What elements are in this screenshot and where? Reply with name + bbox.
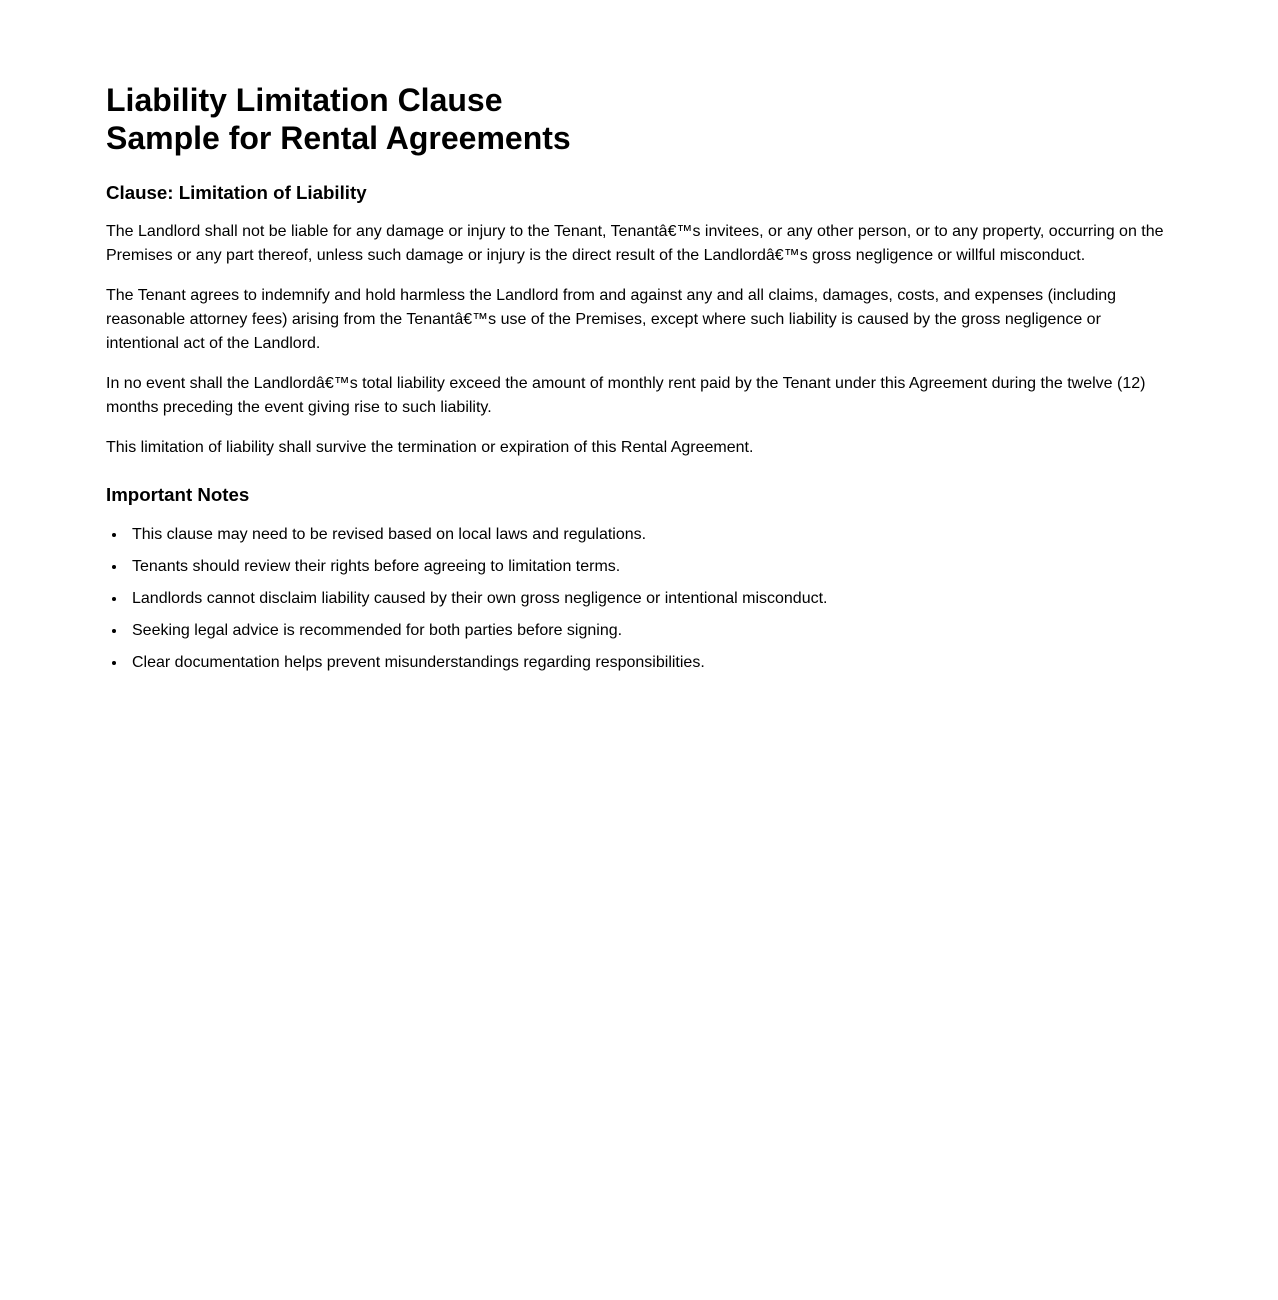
- clause-section-heading: Clause: Limitation of Liability: [106, 181, 367, 203]
- notes-section-heading: Important Notes: [106, 484, 250, 506]
- note-item-3: • Landlords cannot disclaim liability caused by their own gross negligence or intentional misconduct.: [127, 587, 1172, 611]
- notes-list: [106, 523, 1172, 675]
- document-title: [106, 81, 1172, 158]
- note-item-2: • Tenants should review their rights before agreeing to limitation terms.: [127, 555, 1172, 579]
- clause-paragraph-3: In no event shall the Landlordâ€™s total liability exceed the amount of monthly rent paid by the Tenant under this Agreement during the twelve (12) months preceding the event giving rise to such liability.: [106, 375, 1146, 417]
- note-item-4: • Seeking legal advice is recommended for both parties before signing.: [127, 619, 1172, 643]
- note-item-1: • This clause may need to be revised based on local laws and regulations.: [127, 523, 1172, 547]
- clause-paragraph-4: This limitation of liability shall survive the termination or expiration of this Rental Agreement.: [106, 439, 754, 457]
- clause-paragraph-2: The Tenant agrees to indemnify and hold harmless the Landlord from and against any and all claims, damages, costs, and expenses (including reasonable attorney fees) arising from the Tenantâ€™s use of the Premises, except where such liability is caused by the gross negligence or intentional act of the Landlord.: [106, 287, 1117, 353]
- clause-paragraph-1: The Landlord shall not be liable for any damage or injury to the Tenant, Tenantâ€™s invitees, or any other person, or to any property, occurring on the Premises or any part thereof, unless such damage or injury is the direct result of the Landlordâ€™s gross negligence or willful misconduct.: [106, 223, 1164, 265]
- note-item-5: • Clear documentation helps prevent misunderstandings regarding responsibilities.: [127, 651, 1172, 675]
- document-title-line-1: Liability Limitation Clause: [106, 82, 503, 118]
- document-title-line-2: Sample for Rental Agreements: [106, 120, 571, 157]
